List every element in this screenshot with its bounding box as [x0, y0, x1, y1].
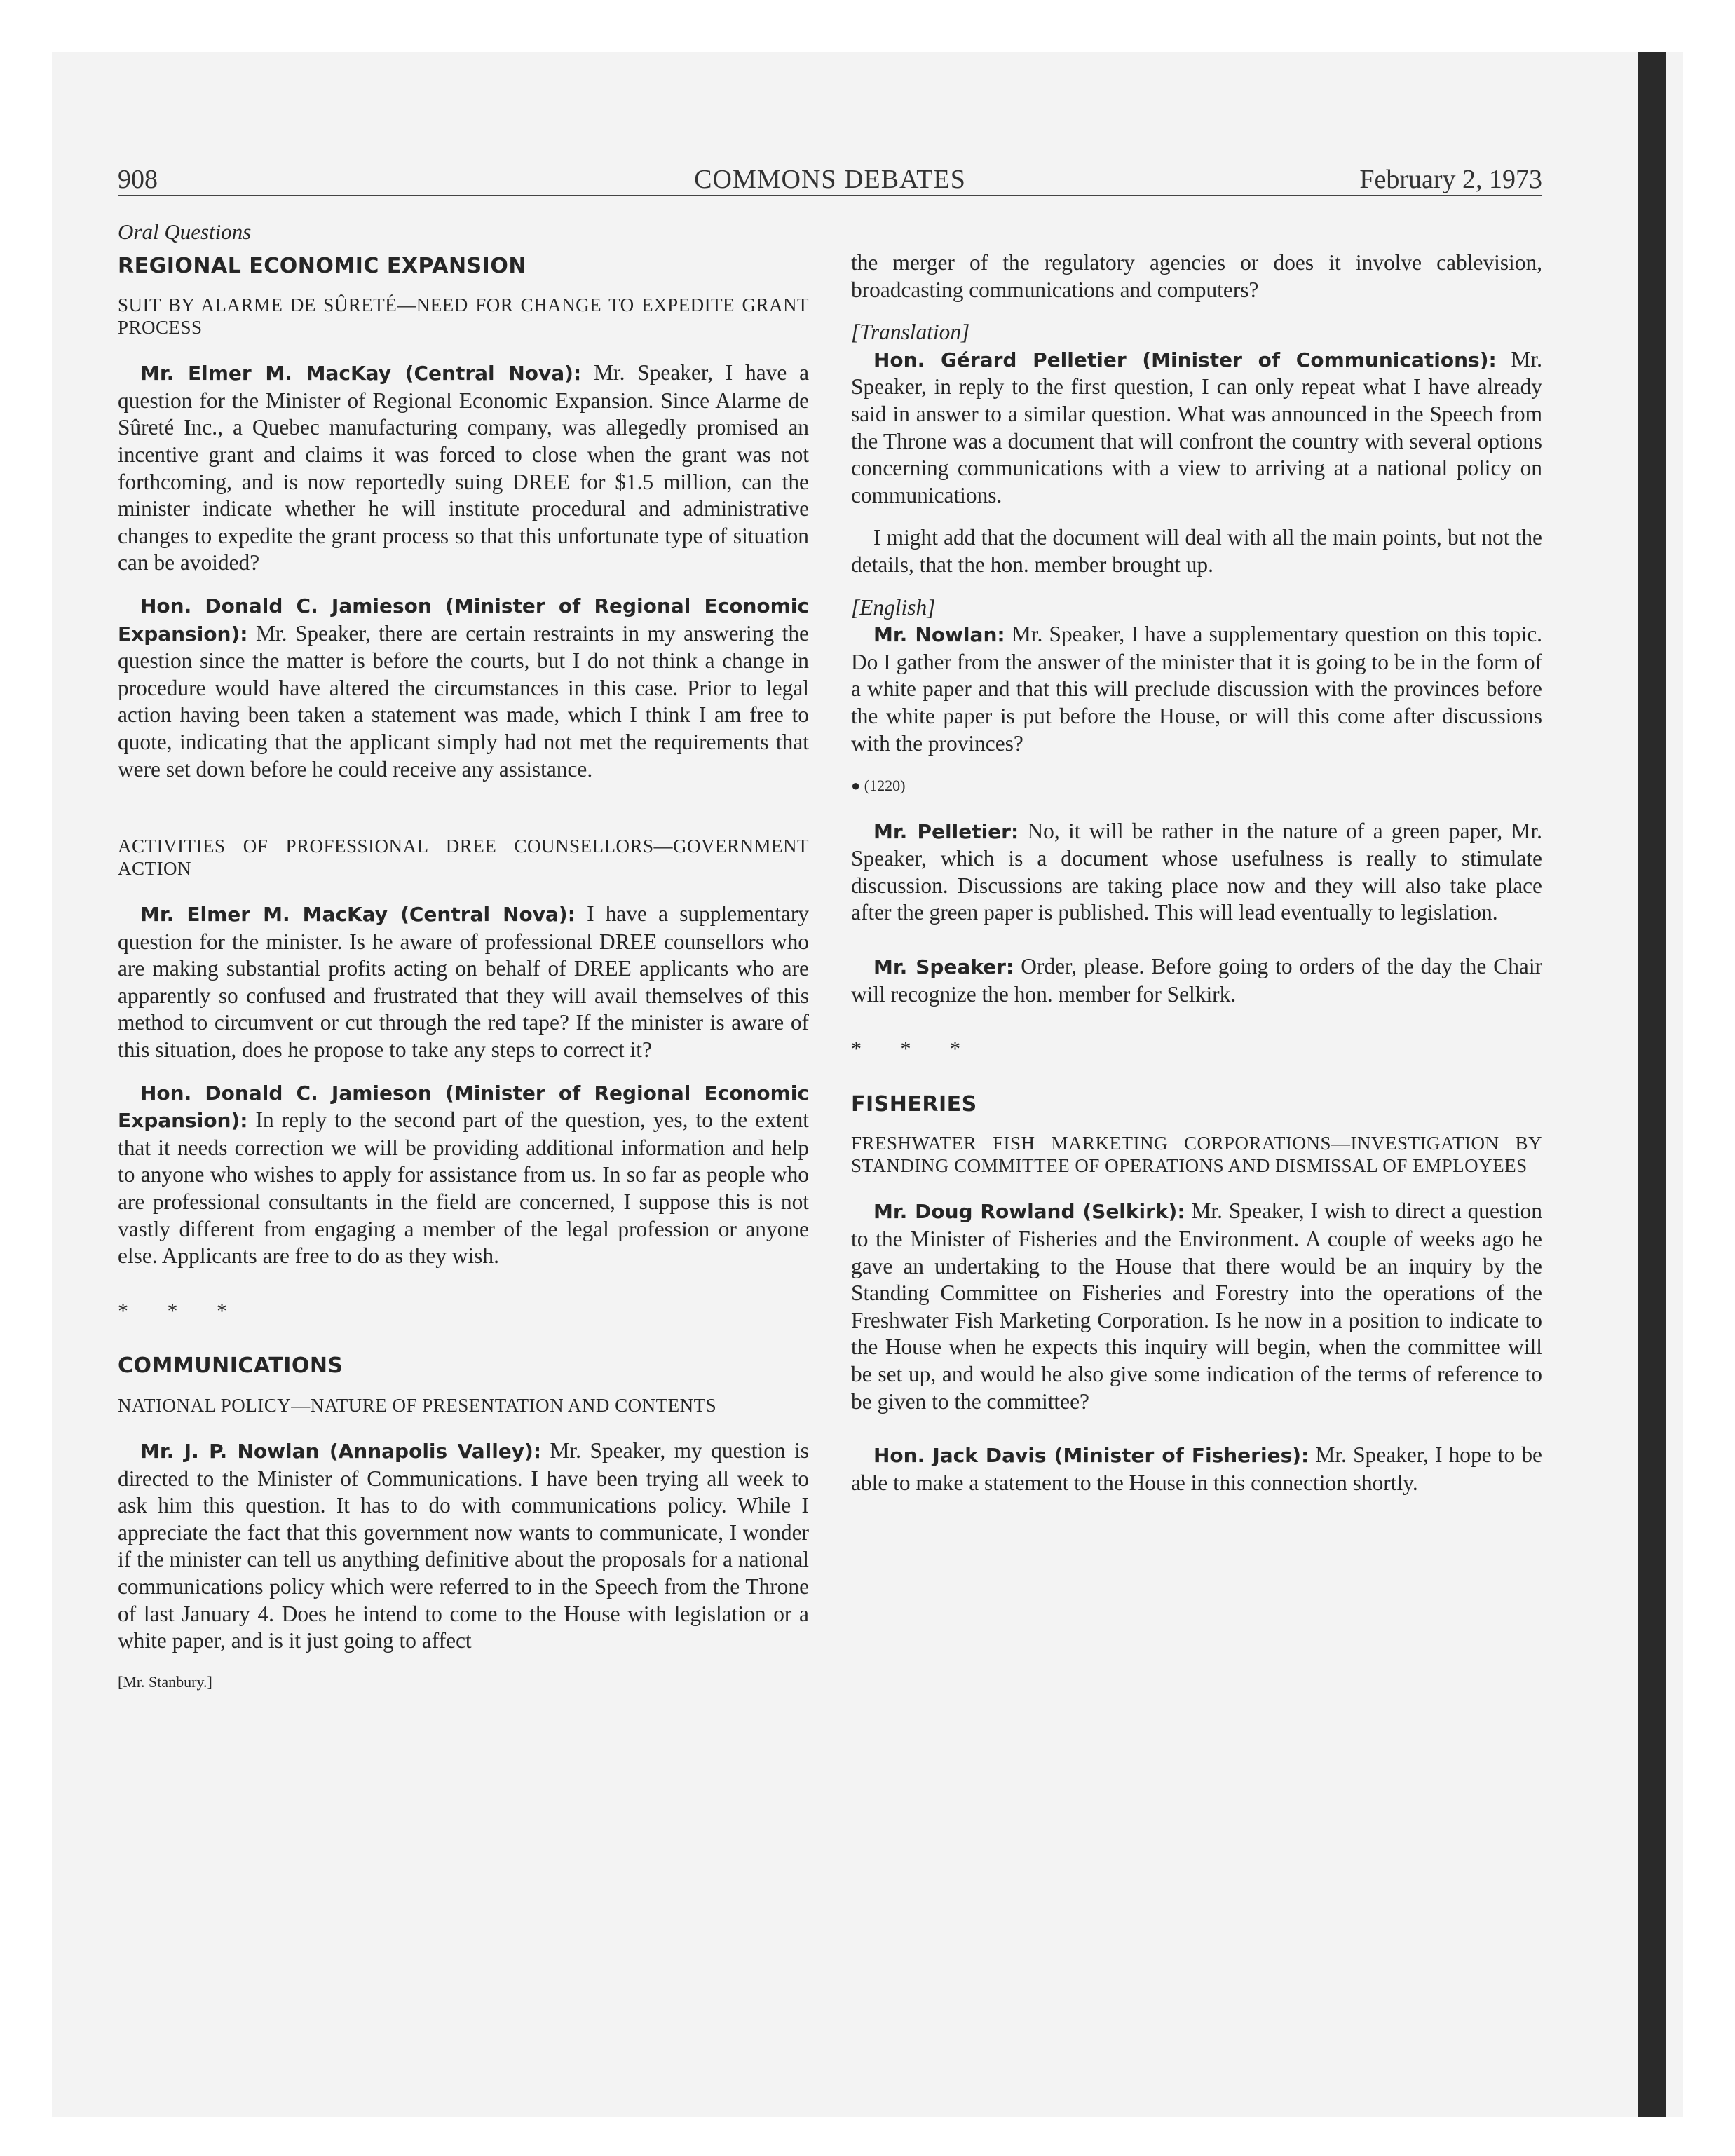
speaker-name: Hon. Jack Davis (Minister of Fisheries): [873, 1444, 1309, 1468]
subheading-alarme: SUIT BY ALARME DE SÛRETÉ—NEED FOR CHANGE TO EXPEDITE GRANT PROCESS [118, 294, 809, 339]
subheading-dree-counsellors: ACTIVITIES OF PROFESSIONAL DREE COUNSELLORS—GOVERNMENT ACTION [118, 835, 809, 880]
page-number: 908 [118, 165, 158, 194]
speaker-name: Mr. Elmer M. MacKay (Central Nova): [140, 362, 582, 386]
speech-text: Mr. Speaker, I hope to be able to make a statement to the House in this connection shortly. [851, 1442, 1542, 1495]
speech-paragraph: I might add that the document will deal with all the main points, but not the details, that the hon. member brought up. [851, 525, 1542, 577]
speech-text: Mr. Speaker, I have a supplementary question on this topic. Do I gather from the answer of the minister that it is going to be in the form of a white paper and that this will preclude discussion with the provinces before the white paper is put before the House, or will this come after discussions with the provinces? [851, 622, 1542, 756]
speech-paragraph [851, 818, 1542, 927]
speech-paragraph [851, 346, 1542, 510]
section-separator: * * * [851, 1037, 977, 1061]
speaker-name: Hon. Donald C. Jamieson (Minister of Regional Economic Expansion): [118, 1081, 809, 1133]
speech-continuation: the merger of the regulatory agencies or does it involve cablevision, broadcasting communications and computers? [851, 250, 1542, 302]
speaker-name: Mr. J. P. Nowlan (Annapolis Valley): [140, 1440, 542, 1463]
section-separator: * * * [118, 1299, 244, 1323]
speech-paragraph [118, 901, 809, 1064]
subheading-national-policy: NATIONAL POLICY—NATURE OF PRESENTATION AND CONTENTS [118, 1395, 717, 1416]
english-tag: [English] [851, 594, 936, 620]
speech-text: In reply to the second part of the question, yes, to the extent that it needs correction we will be providing additional information and help to anyone who wishes to apply for assistance from us. In so far as people who are professional consultants in the field are concerned, I suppose this is not vastly different from engaging a member of the legal profession or anyone else. Applicants are free to do as they wish. [118, 1107, 809, 1269]
translation-tag: [Translation] [851, 320, 970, 345]
speech-text: Mr. Speaker, there are certain restraints in my answering the question since the matter is before the courts, but I do not think a change in procedure would have altered the circumstances in this case. Prior to legal action having been taken a statement was made, which I think I am free to quote, indicating that the applicant simply had not met the requirements that were set down before he could receive any assistance. [118, 620, 809, 782]
speech-text: Order, please. Before going to orders of the day the Chair will recognize the hon. member for Selkirk. [851, 954, 1542, 1007]
subheading-freshwater-fish: FRESHWATER FISH MARKETING CORPORATIONS—INVESTIGATION BY STANDING COMMITTEE OF OPERATIONS AND DISMISSAL OF EMPLOYEES [851, 1133, 1542, 1177]
issue-date: February 2, 1973 [1359, 165, 1542, 194]
speech-paragraph [851, 953, 1542, 1008]
speaker-name: Hon. Donald C. Jamieson (Minister of Regional Economic Expansion): [118, 594, 809, 646]
speech-text: I have a supplementary question for the minister. Is he aware of professional DREE counsellors who are making substantial profits acting on behalf of DREE applicants who are apparently so confused and frustrated that they will avail themselves of this method to circumvent or cut through the red tape? If the minister is aware of this situation, does he propose to take any steps to correct it? [118, 901, 809, 1063]
page-edge-shadow [1638, 52, 1666, 2117]
speech-paragraph [851, 1442, 1542, 1496]
speaker-name: Hon. Gérard Pelletier (Minister of Communications): [873, 348, 1497, 371]
speech-paragraph [118, 360, 809, 577]
time-marker: ● (1220) [851, 777, 906, 795]
speech-text: Mr. Speaker, I have a question for the Minister of Regional Economic Expansion. Since Alarme de Sûreté Inc., a Quebec manufacturing company, was allegedly promised an incentive grant and claims it was forced to close when the grant was not forthcoming, and is now reportedly suing DREE for $1.5 million, can the minister indicate whether he will institute procedural and administrative changes to expedite the grant process so that this unfortunate type of situation can be avoided? [118, 360, 810, 575]
speech-paragraph [118, 1079, 809, 1270]
page-header [118, 164, 1542, 196]
section-heading-communications: COMMUNICATIONS [118, 1353, 343, 1379]
speech-text: Mr. Speaker, I wish to direct a question to the Minister of Fisheries and the Environment. A couple of weeks ago he gave an undertaking to the House that there would be an inquiry by the Standing Committee on Fisheries and Forestry into the operations of the Freshwater Fish Marketing Corporation. Is he now in a position to indicate to the House when he expects this inquiry will begin, when the committee will be set up, and would he also give some indication of the terms of reference to be given to the committee? [851, 1199, 1542, 1414]
speaker-name: Mr. Doug Rowland (Selkirk): [873, 1200, 1185, 1224]
right-column [851, 250, 1542, 1496]
speech-paragraph [851, 1198, 1542, 1415]
speaker-name: Mr. Speaker: [873, 955, 1014, 979]
left-column [118, 219, 809, 1696]
section-kicker: Oral Questions [118, 219, 252, 244]
speech-paragraph [118, 592, 809, 783]
speech-paragraph [851, 621, 1542, 757]
section-heading-regional: REGIONAL ECONOMIC EXPANSION [118, 253, 526, 278]
speaker-name: Mr. Pelletier: [873, 819, 1019, 843]
speech-paragraph [118, 1438, 809, 1655]
speech-text: Mr. Speaker, in reply to the first question, I can only repeat what I have already said in answer to a similar question. What was announced in the Speech from the Throne was a document that will confront the country with several options concerning communications with a view to arriving at a national policy on communications. [851, 346, 1542, 507]
section-heading-fisheries: FISHERIES [851, 1091, 977, 1117]
speaker-name: Mr. Nowlan: [873, 623, 1005, 647]
footer-note: [Mr. Stanbury.] [118, 1672, 212, 1691]
publication-title: COMMONS DEBATES [694, 165, 966, 194]
speech-text: No, it will be rather in the nature of a green paper, Mr. Speaker, which is a document whose usefulness is really to stimulate discussion. Discussions are taking place now and they will also take place after the green paper is published. This will lead eventually to legislation. [851, 818, 1542, 925]
speech-text: Mr. Speaker, my question is directed to the Minister of Communications. I have been trying all week to ask him this question. It has to do with communications policy. While I appreciate the fact that this government now wants to communicate, I wonder if the minister can tell us anything definitive about the proposals for a national communications policy which were referred to in the Speech from the Throne of last January 4. Does he intend to come to the House with legislation or a white paper, and is it just going to affect [118, 1438, 810, 1653]
speaker-name: Mr. Elmer M. MacKay (Central Nova): [140, 903, 576, 927]
